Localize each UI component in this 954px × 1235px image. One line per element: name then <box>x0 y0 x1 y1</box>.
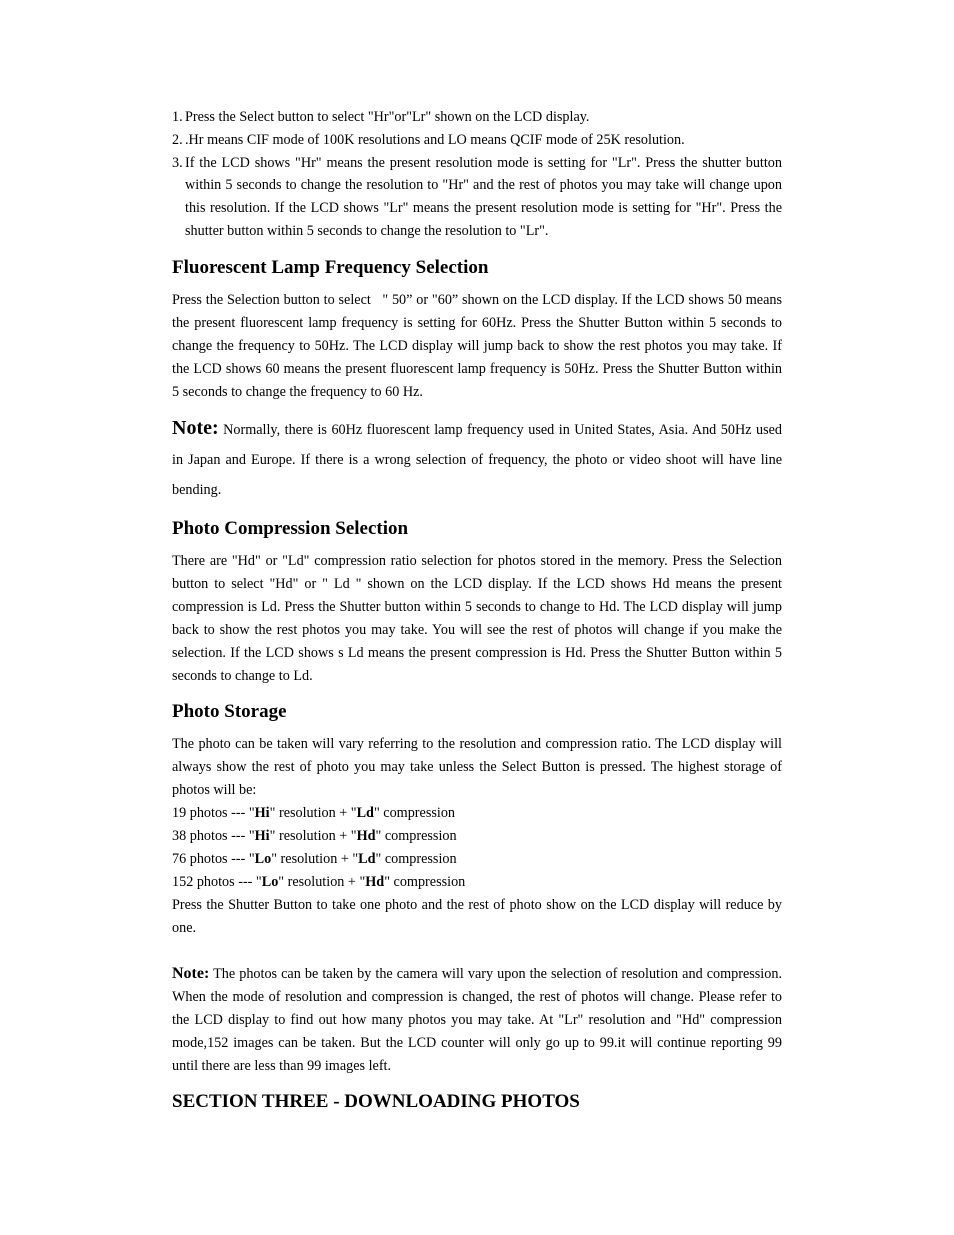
compression-body: There are "Hd" or "Ld" compression ratio selection for photos stored in the memory. Press the Selection button to select "Hd" or " Ld " shown on the LCD display. If the LCD shows Hd means the present compression is Ld. Press the Shutter button within 5 seconds to change to Hd. The LCD display will jump back to show the rest photos you may take. You will see the rest of photos will change if you make the selection. If the LCD shows s Ld means the present compression is Hd. Press the Shutter Button within 5 seconds to change to Ld. <box>172 552 782 684</box>
list-number: 2. <box>172 131 183 148</box>
document-page <box>172 106 782 1114</box>
note-text: The photos can be taken by the camera will vary upon the selection of resolution and compression. When the mode of resolution and compression is changed, the rest of photos will change. Please refer to the LCD display to find out how many photos you may take. At "Lr" resolution and "Hd" compression mode,152 images can be taken. But the LCD counter will only go up to 99.it will continue reporting 99 until there are less than 99 images left. <box>172 965 782 1074</box>
storage-line: 76 photos --- "Lo" resolution + "Ld" compression <box>172 850 457 867</box>
compression-heading: Photo Compression Selection <box>172 517 409 539</box>
fluorescent-note <box>172 413 782 505</box>
list-item <box>172 106 782 129</box>
compression-value: Ld <box>358 850 376 867</box>
storage-outro: Press the Shutter Button to take one photo and the rest of photo show on the LCD display will reduce by one. <box>172 896 782 936</box>
note-label: Note: <box>172 416 219 439</box>
compression-value: Hd <box>365 873 385 890</box>
resolution-value: Hi <box>254 827 270 844</box>
list-text: Press the Select button to select "Hr"or"Lr" shown on the LCD display. <box>185 109 590 125</box>
storage-line: 19 photos --- "Hi" resolution + "Ld" compression <box>172 804 456 821</box>
resolution-steps-list <box>172 106 782 243</box>
list-number: 3. <box>172 154 183 171</box>
note-text: Normally, there is 60Hz fluorescent lamp frequency used in United States, Asia. And 50Hz used in Japan and Europe. If there is a wrong selection of frequency, the photo or video shoot will have line bending. <box>172 421 782 498</box>
compression-value: Hd <box>356 827 376 844</box>
section-heading: SECTION THREE - DOWNLOADING PHOTOS <box>172 1090 580 1112</box>
compression-value: Ld <box>356 804 374 821</box>
storage-line: 152 photos --- "Lo" resolution + "Hd" compression <box>172 873 466 890</box>
storage-intro: The photo can be taken will vary referring to the resolution and compression ratio. The LCD display will always show the rest of photo you may take unless the Select Button is pressed. The highest storage of photos will be: <box>172 735 782 798</box>
list-item <box>172 152 782 243</box>
resolution-value: Hi <box>254 804 270 821</box>
storage-heading: Photo Storage <box>172 700 287 722</box>
storage-line: 38 photos --- "Hi" resolution + "Hd" compression <box>172 827 457 844</box>
list-text: .Hr means CIF mode of 100K resolutions and LO means QCIF mode of 25K resolution. <box>185 131 685 148</box>
fluorescent-heading: Fluorescent Lamp Frequency Selection <box>172 256 489 278</box>
fluorescent-body: Press the Selection button to select " 50” or "60” shown on the LCD display. If the LCD shows 50 means the present fluorescent lamp frequency is setting for 60Hz. Press the Shutter Button within 5 seconds to change the frequency to 50Hz. The LCD display will jump back to show the rest photos you may take. If the LCD shows 60 means the present fluorescent lamp frequency is 50Hz. Press the Shutter Button within 5 seconds to change the frequency to 60 Hz. <box>172 291 782 400</box>
list-number: 1. <box>172 109 183 125</box>
storage-note <box>172 962 782 1078</box>
resolution-value: Lo <box>254 850 272 867</box>
list-text: If the LCD shows "Hr" means the present resolution mode is setting for "Lr". Press the shutter button within 5 seconds to change the resolution to "Hr" and the rest of photos you may take will change upon this resolution. If the LCD shows "Lr" means the present resolution mode is setting for "Hr". Press the shutter button within 5 seconds to change the resolution to "Lr". <box>185 154 782 239</box>
resolution-value: Lo <box>261 873 279 890</box>
note-label: Note: <box>172 964 210 982</box>
list-item <box>172 129 782 152</box>
